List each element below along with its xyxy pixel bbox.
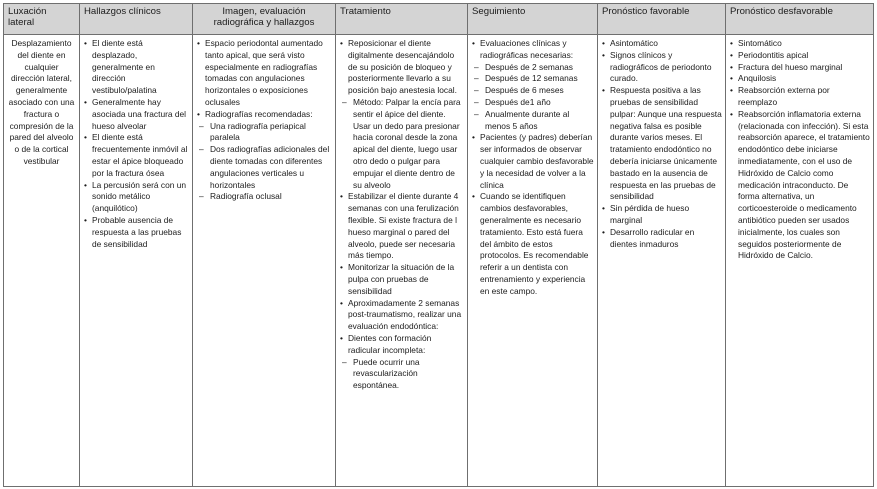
list-item: • Desarrollo radicular en dientes inmaduros (601, 227, 722, 251)
favorable-cell (598, 35, 726, 487)
sub-list-item: – Después de 6 meses (471, 85, 594, 97)
header-pronostico-favorable: Pronóstico favorable (598, 4, 726, 35)
list-item: • Estabilizar el diente durante 4 semanas con una ferulización flexible. Si existe fractura de l hueso marginal o pared del alveolo, puede ser necesaria más tiempo. (339, 191, 464, 262)
list-item: • Cuando se identifiquen cambios desfavorables, generalmente es necesario tratamiento. Esto está fuera del ámbito de estos protocolos. Es recomendable referir a un dentista con entrenamiento y experiencia en este campo. (471, 191, 594, 297)
list-item: • Evaluaciones clínicas y radiográficas necesarias: (471, 38, 594, 62)
header-tratamiento: Tratamiento (336, 4, 468, 35)
imagen-cell (193, 35, 336, 487)
list-item: • Respuesta positiva a las pruebas de sensibilidad pulpar: Aunque una respuesta negativa falsa es posible durante varios meses. El tratamiento endodóntico no debería iniciarse únicamente bastado en la ausencia de respuesta en las pruebas de sensibilidad (601, 85, 722, 203)
sub-list-item: – Puede ocurrir una revascularización espontánea. (339, 357, 464, 392)
list-item: • El diente está desplazado, generalmente en dirección vestibulo/palatina (83, 38, 189, 97)
list-item: • Dientes con formación radicular incompleta: (339, 333, 464, 357)
list-item: • Reposicionar el diente digitalmente desencajándolo de su posición de bloqueo y posteriormente llevarlo a su posición bajo anestesia local. (339, 38, 464, 97)
sub-list-item: – Anualmente durante al menos 5 años (471, 109, 594, 133)
list-item: • Sin pérdida de hueso marginal (601, 203, 722, 227)
list-item: • Probable ausencia de respuesta a las pruebas de sensibilidad (83, 215, 189, 250)
sub-list-item: – Después de 12 semanas (471, 73, 594, 85)
luxacion-description: Desplazamiento del diente en cualquier dirección lateral, generalmente asociado con una fractura o compresión de la pared del alveolo o de la cortical vestibular (4, 35, 80, 487)
header-imagen-evaluacion: Imagen, evaluación radiográfica y hallazgos (193, 4, 336, 35)
list-item: • Pacientes (y padres) deberían ser informados de observar cualquier cambio desfavorable y la necesidad de volver a la clínica (471, 132, 594, 191)
header-hallazgos-clinicos: Hallazgos clínicos (80, 4, 193, 35)
list-item: • Generalmente hay asociada una fractura del hueso alveolar (83, 97, 189, 132)
list-item: • Anquilosis (729, 73, 870, 85)
list-item: • Fractura del hueso marginal (729, 62, 870, 74)
list-item: • Espacio periodontal aumentado tanto apical, que será visto especialmente en radiografías tomadas con angulaciones horizontales o exposiciones oclusales (196, 38, 332, 109)
sub-list-item: – Radiografía oclusal (196, 191, 332, 203)
header-pronostico-desfavorable: Pronóstico desfavorable (726, 4, 874, 35)
list-item: • Radiografías recomendadas: (196, 109, 332, 121)
sub-list-item: – Después de1 año (471, 97, 594, 109)
sub-list-item: – Una radiografía periapical paralela (196, 121, 332, 145)
list-item: • Reabsorción externa por reemplazo (729, 85, 870, 109)
list-item: • Reabsorción inflamatoria externa (relacionada con infección). Si esta reabsorción aparece, el tratamiento endodóntico debe iniciarse inmediatamente, con el uso de Hidróxido de Calcio como medicación intraconducto. De forma alternativa, un corticoesteroide o medicamento antibiótico pueden ser usados inicialmente, los cuales son seguidos posteriormente de Hidróxido de Calcio. (729, 109, 870, 262)
seguimiento-list (471, 38, 594, 298)
list-item: • Asintomático (601, 38, 722, 50)
sub-list-item: – Dos radiografías adicionales del diente tomadas con diferentes angulaciones verticales u horizontales (196, 144, 332, 191)
hallazgos-list (83, 38, 189, 250)
desfavorable-cell (726, 35, 874, 487)
list-item: • Sintomático (729, 38, 870, 50)
list-item: • Periodontitis apical (729, 50, 870, 62)
tratamiento-cell (336, 35, 468, 487)
header-luxacion-lateral: Luxación lateral (4, 4, 80, 35)
favorable-list (601, 38, 722, 250)
table-row (4, 35, 874, 487)
luxation-table (3, 3, 874, 487)
sub-list-item: – Después de 2 semanas (471, 62, 594, 74)
list-item: • Aproximadamente 2 semanas post-traumatismo, realizar una evaluación endodóntica: (339, 298, 464, 333)
sub-list-item: – Método: Palpar la encía para sentir el ápice del diente. Usar un dedo para presionar hacia coronal desde la zona apical del diente, luego usar otro dedo o pulgar para empujar el diente dentro de su alveolo (339, 97, 464, 191)
list-item: • Monitorizar la situación de la pulpa con pruebas de sensibilidad (339, 262, 464, 297)
seguimiento-cell (468, 35, 598, 487)
list-item: • La percusión será con un sonido metálico (anquilótico) (83, 180, 189, 215)
list-item: • El diente está frecuentemente inmóvil al estar el ápice bloqueado por la fractura ósea (83, 132, 189, 179)
hallazgos-cell (80, 35, 193, 487)
document-page (3, 3, 874, 488)
header-row (4, 4, 874, 35)
tratamiento-list (339, 38, 464, 392)
imagen-list (196, 38, 332, 203)
desfavorable-list (729, 38, 870, 262)
list-item: • Signos clínicos y radiográficos de periodonto curado. (601, 50, 722, 85)
header-seguimiento: Seguimiento (468, 4, 598, 35)
